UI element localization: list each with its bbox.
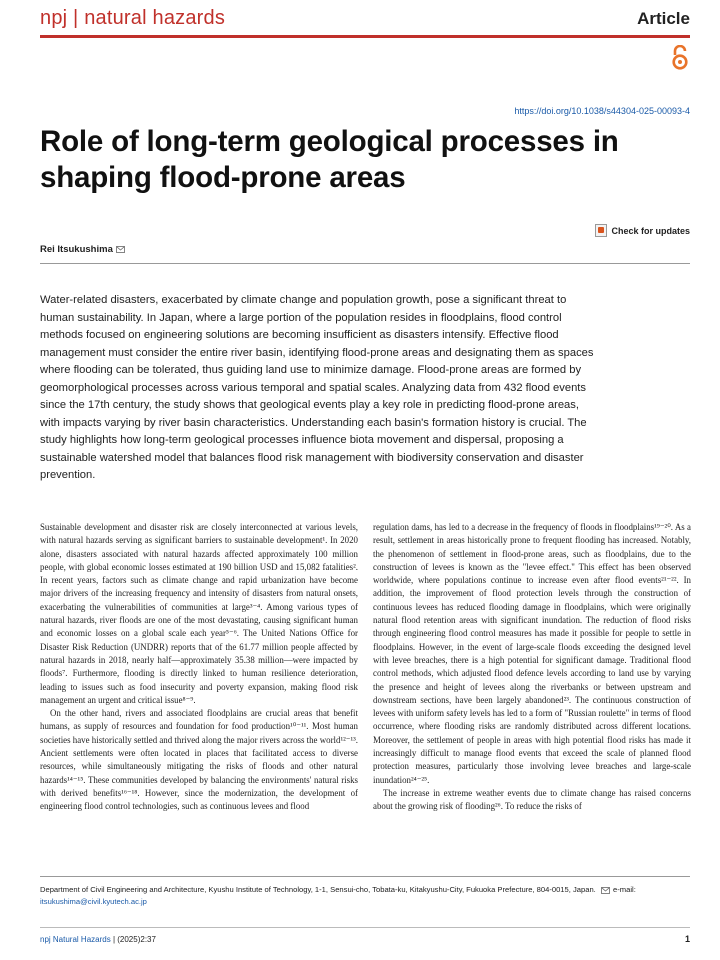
footer-issue: | (2025)2:37: [112, 935, 156, 944]
open-access-icon: [670, 45, 690, 71]
author-line: [40, 244, 125, 255]
article-type-label: Article: [637, 9, 690, 28]
check-updates-icon: [595, 224, 607, 237]
envelope-icon: [601, 887, 610, 894]
affiliation-block: [40, 884, 690, 908]
body-paragraph: The increase in extreme weather events due to climate change has raised concerns about the growing risk of flooding²⁶. To reduce the risks of: [373, 787, 691, 812]
body-paragraph: On the other hand, rivers and associated floodplains are crucial areas that benefit humans, as supply of resources and foundation for food production¹⁰⁻¹¹. Most human societies have historically settled and thrived along the major rivers across the world¹²⁻¹³. Ancient settlements were often located in places that facilitated access to diverse resources, while simultaneously mitigating the risks of floods and other natural hazards¹⁴⁻¹⁵. These communities developed by balancing the environments' natural risks with derived benefits¹⁶⁻¹⁸. However, since the modernization, the development of engineering flood control technologies, such as continuous levees and flood: [40, 708, 358, 812]
footer-journal-link[interactable]: npj Natural Hazards: [40, 935, 111, 944]
affiliation-divider: [40, 876, 690, 877]
email-label: e-mail:: [613, 885, 636, 894]
affiliation-text: Department of Civil Engineering and Architecture, Kyushu Institute of Technology, 1-1, Sensui-cho, Tobata-ku, Kitakyushu-City, Fukuoka Prefecture, 804-0015, Japan.: [40, 885, 596, 894]
author-email-link[interactable]: itsukushima@civil.kyutech.ac.jp: [40, 897, 147, 906]
article-title: Role of long-term geological processes in shaping flood-prone areas: [40, 125, 619, 194]
body-paragraph: regulation dams, has led to a decrease in the frequency of floods in floodplains¹⁹⁻²⁰. As a result, settlement in areas historically prone to frequent flooding has increased. Notably, the phenomenon of settlement in flood-prone areas, such as floodplains, due to the construction of levees is known as the "levee effect." This effect has been observed worldwide, where populations continue to increase even after flood events²¹⁻²². In addition, the improvement of flood protection levels through the construction of continuous levees has reduced flooding damage in floodplains, which were originally natural flood retention areas with significant inundation. The reduction of flood risks through engineering flood control measures has made it possible for people to settle in floodplains. However, in the event of large-scale floods exceeding the designed level with levee breaches, there is a high potential for significant damage. Traditional flood control methods, which adjusted flood defence levels according to land use by varying the presence and height of levees along the riverbanks or between upstream and downstream sections, have been largely abandoned²³. The continuous construction of levees with uniform safety levels has led to a form of "Russian roulette" in terms of flood occurrence, where flooding risks are randomly distributed across different locations. Moreover, the settlement of people in areas with high potential flood risks has made it increasingly difficult to manage flood events that exceed the scale of planned flood protection measures, particularly those involving levee breaches and large-scale inundation²⁴⁻²⁵.: [373, 522, 691, 785]
body-column-left: [40, 521, 358, 814]
body-column-right: [373, 521, 691, 814]
doi-link[interactable]: https://doi.org/10.1038/s44304-025-00093-4: [514, 106, 690, 116]
body-paragraph: Sustainable development and disaster risk are closely interconnected at various levels, with natural hazards serving as significant barriers to sustainable development¹. In 2020 alone, disasters associated with natural hazards affected approximately 100 million people, with global economic losses estimated at 190 billion USD and 15,082 fatalities². In recent years, factors such as climate change and rapid urbanization have become major drivers of the increasing frequency and intensity of disasters from natural onsets, exacerbating the vulnerabilities of communities at large³⁻⁴. Among various types of natural hazards, river floods are one of the most devastating, causing significant human and economic losses on a global scale each year⁵⁻⁶. The United Nations Office for Disaster Risk Reduction (UNDRR) reports that of the 61.77 million people affected by natural hazards in 2018, nearly half—approximately 35.38 million—were impacted by floods⁷. Furthermore, flooding is directly linked to human resilience deterioration, leading to issues such as food insecurity and poverty expansion, making flood risk management an urgent and critical issue⁸⁻⁹.: [40, 522, 358, 705]
footer-citation: [40, 935, 156, 944]
header-rule: [40, 35, 690, 38]
envelope-icon[interactable]: [116, 246, 125, 253]
author-name[interactable]: Rei Itsukushima: [40, 244, 113, 255]
check-updates-label: Check for updates: [611, 225, 690, 236]
check-for-updates-button[interactable]: [595, 224, 690, 237]
page-number: 1: [684, 934, 690, 944]
footer-rule: [40, 927, 690, 928]
abstract: Water-related disasters, exacerbated by climate change and population growth, pose a significant threat to human sustainability. In Japan, where a large portion of the population resides in floodplains, flood control methods focused on engineering solutions are becoming insufficient as disasters intensify. Effective flood management must consider the entire river basin, identifying flood-prone areas and designating them as spaces where flooding can be tolerated, thus guiding land use to minimize damage. Flood-prone areas are formed by geomorphological processes across various temporal and spatial scales. Analyzing data from 432 flood events since the 17th century, the study shows that geological events play a key role in predicting flood-prone areas, with impacts varying by river basin characteristics. Understanding each basin's formation history is crucial. The study highlights how long-term geological processes influence biota movement and dispersal, proposing a sustainable watershed model that balances flood risk management with biodiversity conservation and disaster prevention.: [40, 294, 594, 481]
author-divider: [40, 263, 690, 264]
journal-name: npj | natural hazards: [40, 7, 226, 29]
